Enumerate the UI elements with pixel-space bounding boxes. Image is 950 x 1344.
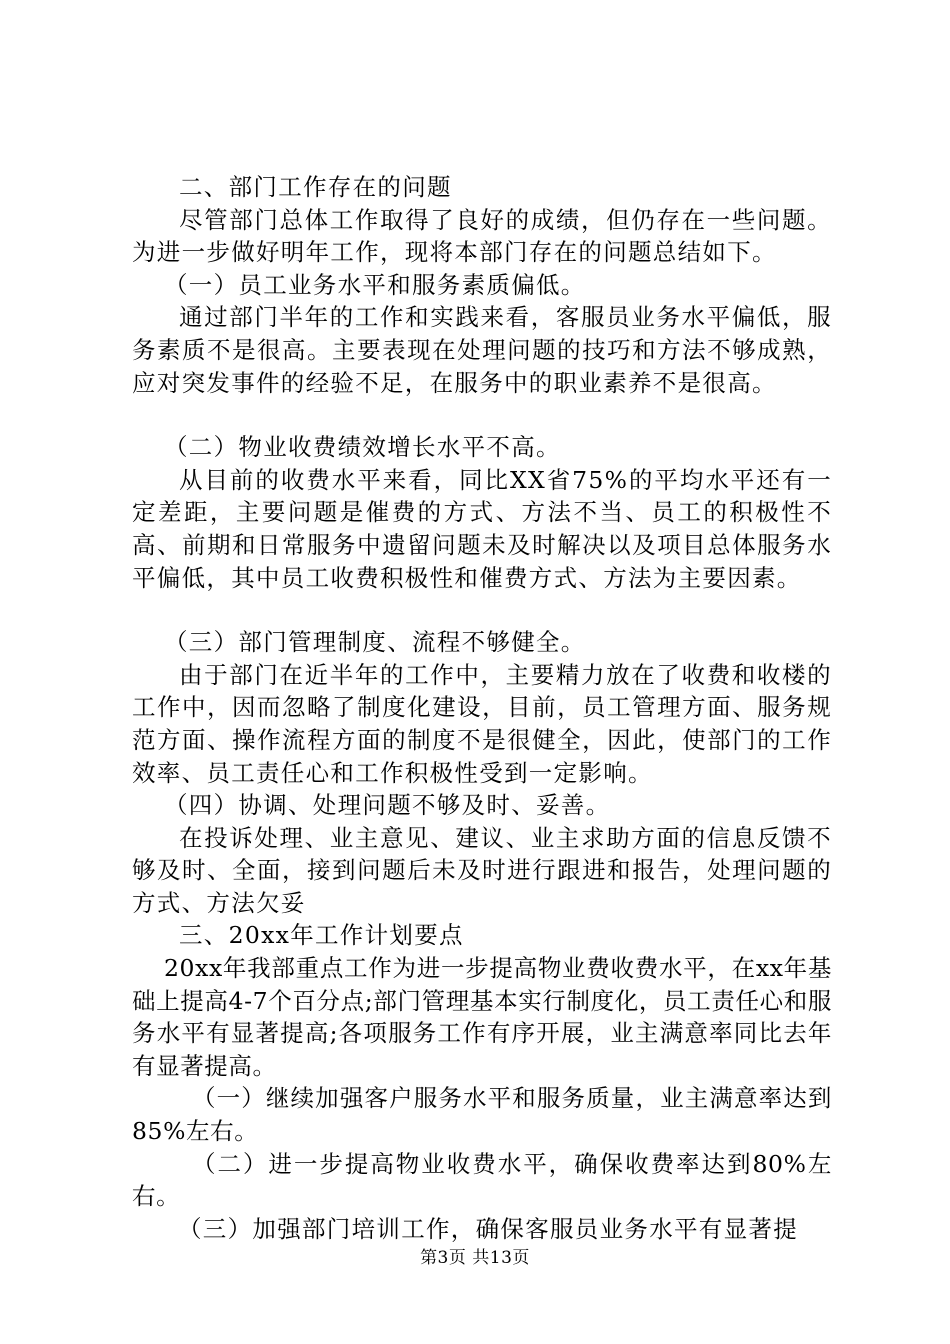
subheading-problem-1: （一）员工业务水平和服务素质偏低。 [164,270,586,299]
section-heading-plan: 三、20xx年工作计划要点 [179,921,464,950]
paragraph-problem-4: 在投诉处理、业主意见、建议、业主求助方面的信息反馈不够及时、全面，接到问题后未及时进行跟进和报告，处理问题的方式、方法欠妥 [132,823,832,917]
paragraph-gap [132,594,832,626]
subheading-problem-2: （二）物业收费绩效增长水平不高。 [164,433,561,462]
plan-item-2: （二）进一步提高物业收费水平，确保收费率达到80%左右。 [132,1149,832,1211]
paragraph-problem-2: 从目前的收费水平来看，同比XX省75%的平均水平还有一定差距，主要问题是催费的方式、方法不当、员工的积极性不高、前期和日常服务中遗留问题未及时解决以及项目总体服务水平偏低，其中员工收费积极性和催费方式、方法为主要因素。 [132,465,832,592]
paragraph-problem-1: 通过部门半年的工作和实践来看，客服员业务水平偏低，服务素质不是很高。主要表现在处理问题的技巧和方法不够成熟，应对突发事件的经验不足，在服务中的职业素养不是很高。 [132,303,832,397]
page-number-footer: 第3页 共13页 [420,1248,530,1268]
paragraph-gap [132,399,832,431]
section-heading-problems: 二、部门工作存在的问题 [179,173,452,201]
paragraph-intro: 尽管部门总体工作取得了良好的成绩，但仍存在一些问题。为进一步做好明年工作，现将本部门存在的问题总结如下。 [132,205,832,267]
paragraph-plan-intro: 20xx年我部重点工作为进一步提高物业费收费水平，在xx年基础上提高4-7个百分点;部门管理基本实行制度化，员工责任心和服务水平有显著提高;各项服务工作有序开展，业主满意率同比去年有显著提高。 [132,954,832,1080]
subheading-problem-3: （三）部门管理制度、流程不够健全。 [164,628,586,657]
plan-item-3: （三）加强部门培训工作，确保客服员业务水平有显著提 [178,1214,798,1243]
paragraph-problem-3: 由于部门在近半年的工作中，主要精力放在了收费和收楼的工作中，因而忽略了制度化建设，目前，员工管理方面、服务规范方面、操作流程方面的制度不是很健全，因此，使部门的工作效率、员工责任心和工作积极性受到一定影响。 [132,660,832,787]
subheading-problem-4: （四）协调、处理问题不够及时、妥善。 [164,791,611,820]
plan-item-1: （一）继续加强客户服务水平和服务质量，业主满意率达到85%左右。 [132,1084,832,1146]
document-body [132,171,832,1245]
